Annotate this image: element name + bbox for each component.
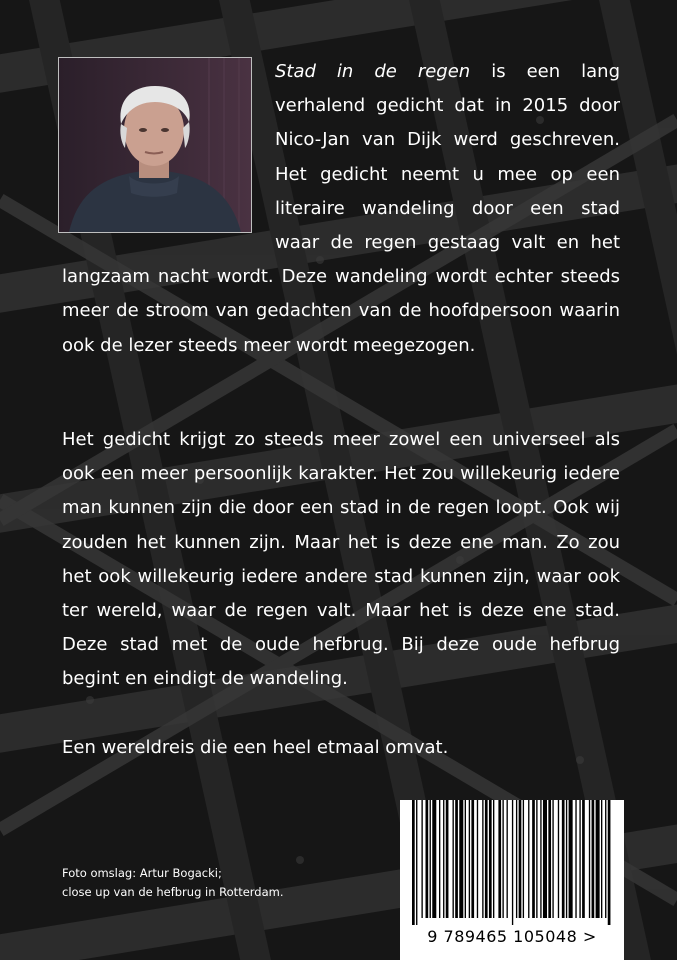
- barcode-bar: [412, 800, 415, 925]
- barcode-bar: [566, 800, 567, 918]
- barcode-bar: [421, 800, 422, 918]
- barcode-bar: [465, 800, 466, 918]
- barcode-bar: [493, 800, 494, 918]
- barcode-bar: [592, 800, 595, 918]
- intro-paragraph-text: is een lang verhalend gedicht dat in 2015 door Nico-Jan van Dijk werd geschreven. Het gedicht neemt u mee op een literaire wandeling door een stad waar de regen gestaag valt en het langzaam nacht wordt. Deze wandeling wordt echter steeds meer de stroom van gedachten van de hoofdpersoon waarin ook de lezer steeds meer wordt meegezogen.: [62, 61, 620, 356]
- barcode-bar: [543, 800, 547, 918]
- barcode-bar: [469, 800, 470, 918]
- barcode-bar: [596, 800, 600, 918]
- barcode-bar: [512, 800, 513, 925]
- barcode-bar: [477, 800, 478, 918]
- barcode-bar: [453, 800, 454, 918]
- barcode-bar: [446, 800, 449, 918]
- barcode-bar: [608, 800, 611, 925]
- barcode-bar: [459, 800, 463, 918]
- barcode-bar: [536, 800, 537, 918]
- barcode-bar: [426, 800, 429, 918]
- photo-credits: [62, 864, 284, 902]
- barcode-bar: [558, 800, 559, 918]
- barcode-bar: [548, 800, 551, 918]
- closing-line: Een wereldreis die een heel etmaal omvat.: [62, 737, 449, 758]
- barcode-bar: [523, 800, 524, 918]
- intro-paragraph: [62, 55, 620, 363]
- barcode-bar: [552, 800, 553, 918]
- credit-line-2: close up van de hefbrug in Rotterdam.: [62, 885, 284, 899]
- barcode-bar: [432, 800, 436, 918]
- credit-line-1: Foto omslag: Artur Bogacki;: [62, 866, 222, 880]
- barcode-bar: [455, 800, 458, 918]
- barcode-bar: [528, 800, 529, 918]
- barcode-bar: [569, 800, 573, 918]
- barcode-bar: [540, 800, 541, 918]
- body-paragraph: Het gedicht krijgt zo steeds meer zowel een universeel als ook een meer persoonlijk karakter. Het zou willekeurig iedere man kunnen zijn die door een stad in de regen loopt. Ook wij zouden het kunnen zijn. Maar het is deze ene man. Zo zou het ook willekeurig iedere andere stad kunnen zijn, waar ook ter wereld, waar de regen valt. Maar het is deze ene stad. Deze stad met de oude hefbrug. Bij deze oude hefbrug begint en eindigt de wandeling.: [62, 429, 620, 690]
- barcode-bar: [416, 800, 417, 925]
- photo-wrap-spacer: [62, 55, 275, 259]
- barcode-bar: [519, 800, 522, 918]
- barcode-bar: [489, 800, 492, 918]
- barcode-bar: [498, 800, 501, 918]
- barcode-bar: [582, 800, 585, 918]
- barcode-bar: [471, 800, 474, 918]
- barcode-bar: [516, 800, 517, 918]
- barcode-bar: [589, 800, 590, 918]
- book-title-italic: Stad in de regen: [275, 61, 471, 82]
- barcode-bar: [532, 800, 535, 918]
- barcode-bar: [482, 800, 483, 918]
- barcode-bar: [439, 800, 440, 918]
- barcode-bar: [507, 800, 508, 918]
- barcode-bar: [485, 800, 488, 918]
- isbn-barcode: [400, 800, 624, 960]
- barcode-bar: [443, 800, 444, 918]
- barcode-bar: [562, 800, 565, 918]
- barcode-bar: [575, 800, 576, 918]
- barcode-bars: [400, 800, 624, 925]
- barcode-bar: [579, 800, 580, 918]
- barcode-bar: [502, 800, 503, 918]
- barcode-bar: [601, 800, 602, 918]
- isbn-number: 9 789465 105048 >: [427, 927, 597, 946]
- barcode-bar: [605, 800, 606, 918]
- barcode-bar: [430, 800, 431, 918]
